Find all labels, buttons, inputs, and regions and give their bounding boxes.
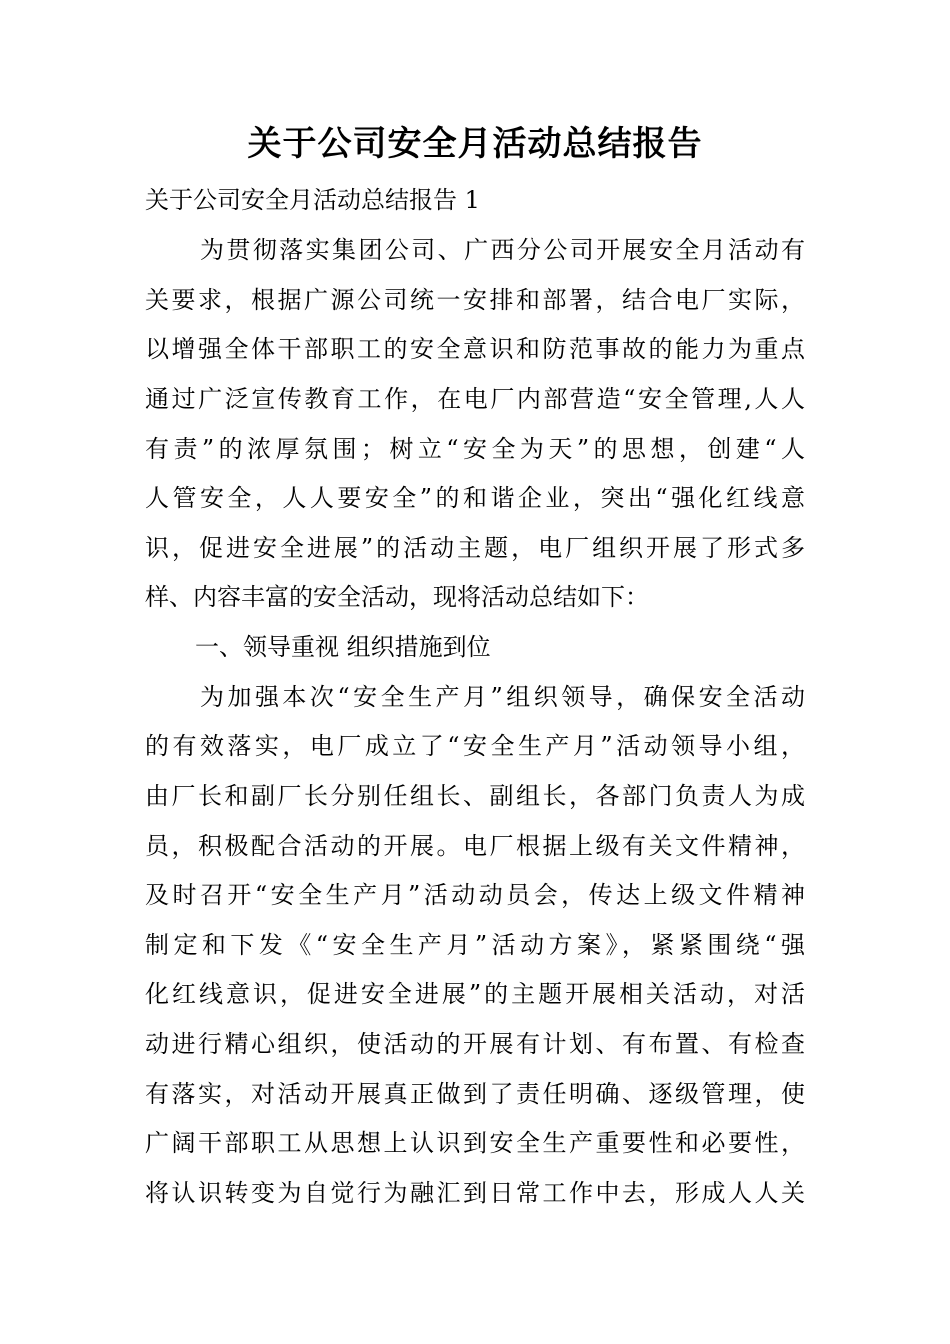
- paragraph-1-line: 为贯彻落实集团公司、广西分公司开展安全月活动有: [200, 236, 805, 264]
- paragraph-2-line: 有落实，对活动开展真正做到了责任明确、逐级管理，使: [145, 1080, 805, 1108]
- paragraph-2-line: 制定和下发《“安全生产月”活动方案》，紧紧围绕“强: [145, 931, 805, 959]
- paragraph-2-line: 化红线意识，促进安全进展”的主题开展相关活动，对活: [145, 980, 805, 1008]
- paragraph-2-line: 的有效落实，电厂成立了“安全生产月”活动领导小组，: [145, 732, 805, 760]
- section-heading: 一、领导重视 组织措施到位: [195, 633, 491, 661]
- paragraph-1-line: 识，促进安全进展”的活动主题，电厂组织开展了形式多: [145, 534, 805, 562]
- paragraph-1-line: 以增强全体干部职工的安全意识和防范事故的能力为重点: [145, 335, 805, 363]
- paragraph-2-line: 动进行精心组织，使活动的开展有计划、有布置、有检查: [145, 1030, 805, 1058]
- paragraph-1-line: 人管安全，人人要安全”的和谐企业，突出“强化红线意: [145, 484, 805, 512]
- paragraph-2-line: 员，积极配合活动的开展。电厂根据上级有关文件精神，: [145, 832, 805, 860]
- paragraph-2-line: 及时召开“安全生产月”活动动员会，传达上级文件精神: [145, 881, 805, 909]
- paragraph-1-line: 样、内容丰富的安全活动，现将活动总结如下：: [145, 583, 649, 611]
- paragraph-2-line: 由厂长和副厂长分别任组长、副组长，各部门负责人为成: [145, 782, 805, 810]
- document-title: 关于公司安全月活动总结报告: [247, 124, 703, 164]
- paragraph-2-line: 广阔干部职工从思想上认识到安全生产重要性和必要性，: [145, 1129, 805, 1157]
- paragraph-1-line: 通过广泛宣传教育工作，在电厂内部营造“安全管理,人人: [145, 385, 805, 413]
- paragraph-1-line: 有责”的浓厚氛围；树立“安全为天”的思想，创建“人: [145, 435, 805, 463]
- paragraph-2-line: 将认识转变为自觉行为融汇到日常工作中去，形成人人关: [145, 1179, 805, 1207]
- paragraph-1-line: 关要求，根据广源公司统一安排和部署，结合电厂实际，: [145, 286, 805, 314]
- paragraph-2-line: 为加强本次“安全生产月”组织领导，确保安全活动: [200, 683, 805, 711]
- document-subtitle: 关于公司安全月活动总结报告 1: [145, 186, 480, 214]
